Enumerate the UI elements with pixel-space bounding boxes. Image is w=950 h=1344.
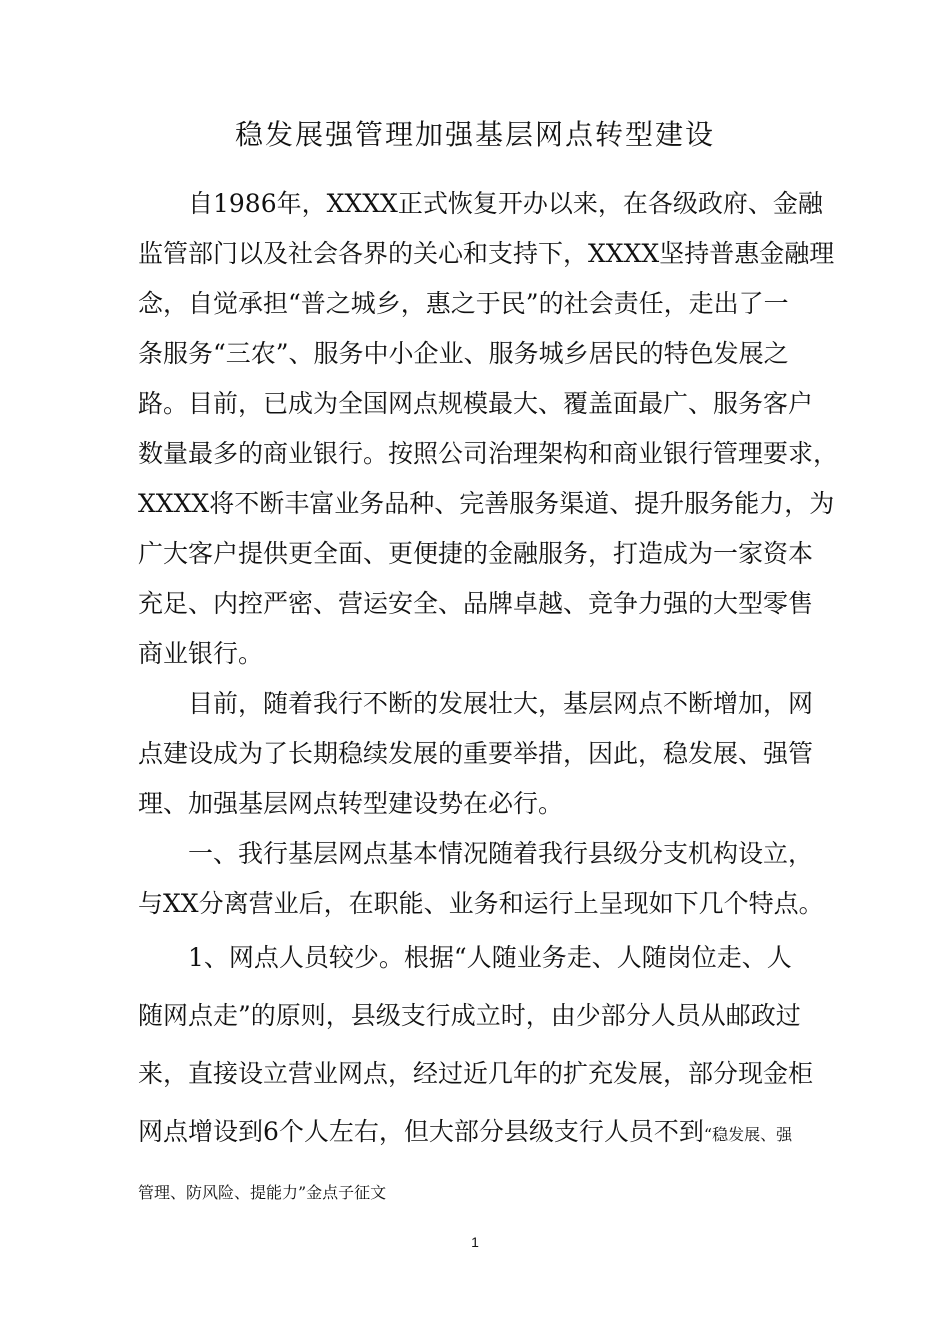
caption-text: 管理、防风险、提能力”金点子征文 xyxy=(138,1183,387,1202)
text-line: 1、网点人员较少。根据“人随业务走、人随岗位走、人 xyxy=(188,943,792,972)
text-line xyxy=(138,1112,792,1155)
text-line: 路。目前，已成为全国网点规模最大、覆盖面最广、服务客户 xyxy=(138,389,814,418)
text-line: 理、加强基层网点转型建设势在必行。 xyxy=(138,789,564,818)
text-line: 来，直接设立营业网点，经过近几年的扩充发展，部分现金柜 xyxy=(138,1059,814,1088)
text-line: 念，自觉承担“普之城乡，惠之于民”的社会责任，走出了一 xyxy=(138,289,789,318)
text-line: 充足、内控严密、营运安全、品牌卓越、竞争力强的大型零售 xyxy=(138,589,814,618)
text-line: 条服务“三农”、服务中小企业、服务城乡居民的特色发展之 xyxy=(138,339,789,368)
text-line: 自1986年，XXXX正式恢复开办以来，在各级政府、金融 xyxy=(188,189,823,218)
text-line: 与XX分离营业后，在职能、业务和运行上呈现如下几个特点。 xyxy=(138,889,824,918)
text-line: 监管部门以及社会各界的关心和支持下，XXXX坚持普惠金融理 xyxy=(138,239,835,268)
section-heading-line: 一、我行基层网点基本情况随着我行县级分支机构设立， xyxy=(188,839,814,868)
text-line: 点建设成为了长期稳续发展的重要举措，因此，稳发展、强管 xyxy=(138,739,814,768)
text-line: 广大客户提供更全面、更便捷的金融服务，打造成为一家资本 xyxy=(138,539,814,568)
text-line: 目前，随着我行不断的发展壮大，基层网点不断增加，网 xyxy=(188,689,814,718)
document-title: 稳发展强管理加强基层网点转型建设 xyxy=(234,118,715,151)
text-line-main: 网点增设到6个人左右，但大部分县级支行人员不到 xyxy=(138,1117,704,1146)
text-line: 商业银行。 xyxy=(138,639,264,668)
inline-small-text: “稳发展、强 xyxy=(703,1125,793,1144)
text-line: 随网点走”的原则，县级支行成立时，由少部分人员从邮政过 xyxy=(138,1001,801,1030)
text-line: 数量最多的商业银行。按照公司治理架构和商业银行管理要求， xyxy=(138,439,839,468)
text-line: XXXX将不断丰富业务品种、完善服务渠道、提升服务能力，为 xyxy=(138,489,835,518)
page-number: 1 xyxy=(471,1234,479,1250)
